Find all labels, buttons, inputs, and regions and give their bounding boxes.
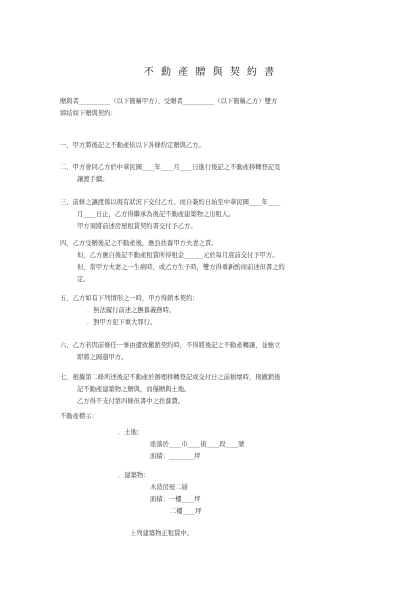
intro-line: 締結如下贈與契約： [60, 110, 117, 117]
article-line: 記不動產建築物之贈與，而僅贈與土地。 [77, 386, 191, 393]
article-line: 但，乙方應自後記不動產租賃所得租金______元於每月底前交付予甲方。 [77, 252, 279, 259]
building-area-floor1: 面積：一樓____坪 [150, 496, 201, 503]
article-line: 但，當甲方夫妻之一生病時，或乙方生子時，雙方得重新酌商前述但書之約 [77, 264, 285, 271]
land-heading: ．土地： [118, 429, 144, 436]
building-type: 木造房屋二層 [150, 484, 188, 491]
article-7 [60, 372, 280, 408]
intro-line: 贈與者__________（以下簡稱甲方）、受贈者__________（以下簡稱乙方）雙方 [60, 98, 278, 105]
article-4 [60, 238, 285, 286]
article-line: 七、根據第二條所述後記不動產於辦理移轉登記或交付日之前損壞時，則撤銷後 [60, 374, 281, 381]
article-line: 四、乙方受贈後記之不動產後，應負扶養甲方夫妻之責。 [60, 240, 218, 247]
article-line: 月____日止，乙方得繼承為後記不動產建築物之出租人。 [77, 211, 235, 218]
building-area-floor2: 二樓____坪 [170, 508, 202, 515]
article-5 [60, 293, 199, 329]
rental-note: 上列建築物正租賃中。 [130, 530, 193, 537]
property-label: 不動產標示： [60, 413, 98, 420]
article-line: 甲方須將前述房屋租賃契約書交付予乙方。 [77, 223, 197, 230]
property-note [60, 528, 193, 540]
article-bullet: ．無法履行前述之撫養義務時。 [87, 307, 176, 314]
article-2 [60, 162, 280, 186]
building-heading: ．建築物： [118, 472, 150, 479]
article-line: 即將之歸還甲方。 [77, 354, 128, 361]
article-6 [60, 340, 280, 364]
land-location: 座落於____市____街____段____號 [150, 441, 245, 448]
intro-paragraph [60, 96, 277, 120]
article-line: 六、乙方若因前條任一事由遭致撤銷契約時，不得將後記之不動產轉讓，並應立 [60, 342, 281, 349]
article-line: 三、前條之讓渡係以現有狀況下交付乙方。而自簽約日始至中華民國____年____ [60, 199, 281, 206]
article-1 [60, 140, 205, 152]
article-3 [60, 197, 280, 233]
article-line: 乙方得不支付第四條但書中之扶養費。 [77, 398, 185, 405]
article-bullet: ．對甲方犯下重大罪行。 [87, 319, 157, 326]
property-land [60, 427, 244, 463]
document-title: 不 動 產 贈 與 契 約 書 [143, 67, 277, 78]
article-line: 二、甲方會同乙方於中華民國____年____月____日進行後記之不動產移轉登記及 [60, 164, 281, 171]
article-line: 讓渡手續。 [77, 176, 109, 183]
article-line: 一、甲方將後記之不動產依以下各條約定贈與乙方。 [60, 142, 205, 149]
article-line: 定。 [77, 276, 90, 283]
article-line: 五、乙方如有下列情形之一時，甲方得銷本契約： [60, 295, 199, 302]
property-building [60, 470, 201, 518]
land-area: 面積：________坪 [150, 453, 201, 460]
